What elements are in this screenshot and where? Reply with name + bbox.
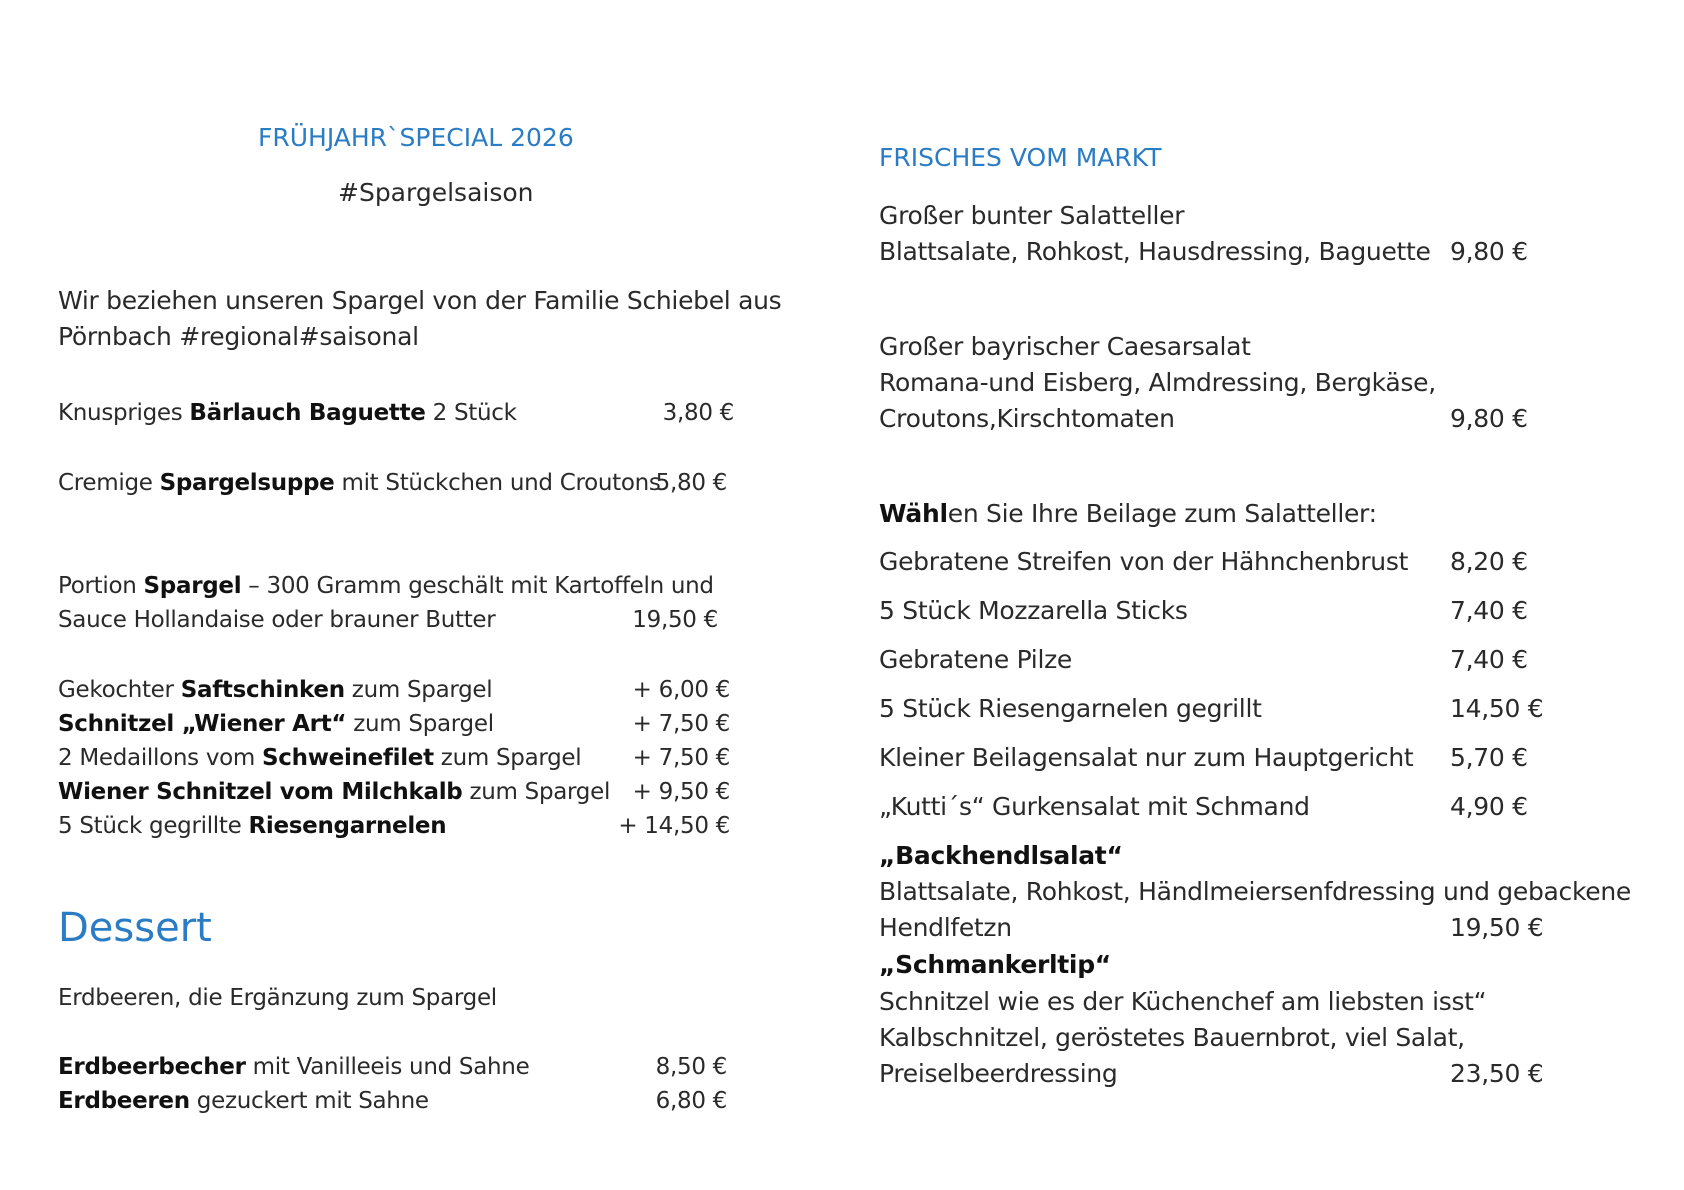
price-erdbeerbecher: 8,50 € xyxy=(655,1054,727,1080)
schmankerl-description-line3: Preiselbeerdressing xyxy=(879,1059,1118,1088)
menu-item-saftschinken: Gekochter Saftschinken zum Spargel xyxy=(58,677,493,703)
menu-item-portion-spargel-line2: Sauce Hollandaise oder brauner Butter xyxy=(58,607,496,633)
beilage-mozzarella: 5 Stück Mozzarella Sticks xyxy=(879,596,1188,625)
price-riesengarnelen: + 14,50 € xyxy=(618,813,730,839)
beilage-beilagensalat: Kleiner Beilagensalat nur zum Hauptgericht xyxy=(879,743,1414,772)
salat1-price: 9,80 € xyxy=(1450,237,1528,266)
salat2-price: 9,80 € xyxy=(1450,404,1528,433)
price-milchkalb: + 9,50 € xyxy=(632,779,730,805)
price-beilagensalat: 5,70 € xyxy=(1450,743,1528,772)
price-garnelen: 14,50 € xyxy=(1450,694,1544,723)
market-title: FRISCHES VOM MARKT xyxy=(879,143,1162,172)
beilage-gurkensalat: „Kutti´s“ Gurkensalat mit Schmand xyxy=(879,792,1310,821)
beilage-heading: Wählen Sie Ihre Beilage zum Salatteller: xyxy=(879,499,1377,528)
dessert-item-erdbeerbecher: Erdbeerbecher mit Vanilleeis und Sahne xyxy=(58,1054,530,1080)
price-schnitzel-wiener-art: + 7,50 € xyxy=(632,711,730,737)
menu-item-riesengarnelen: 5 Stück gegrillte Riesengarnelen xyxy=(58,813,447,839)
hashtag-subtitle: #Spargelsaison xyxy=(338,178,534,207)
price-gurkensalat: 4,90 € xyxy=(1450,792,1528,821)
intro-text-line1: Wir beziehen unseren Spargel von der Familie Schiebel aus xyxy=(58,286,782,315)
schmankerl-title: „Schmankerltip“ xyxy=(879,950,1111,979)
price-erdbeeren: 6,80 € xyxy=(655,1088,727,1114)
price-baerlauch-baguette: 3,80 € xyxy=(662,400,734,426)
schmankerl-description-line2: Kalbschnitzel, geröstetes Bauernbrot, viel Salat, xyxy=(879,1023,1465,1052)
price-portion-spargel: 19,50 € xyxy=(632,607,718,633)
menu-item-schweinefilet: 2 Medaillons vom Schweinefilet zum Spargel xyxy=(58,745,582,771)
backhendl-description-line2: Hendlfetzn xyxy=(879,913,1012,942)
salat2-description-line2: Croutons,Kirschtomaten xyxy=(879,404,1175,433)
beilage-pilze: Gebratene Pilze xyxy=(879,645,1072,674)
menu-item-baerlauch-baguette: Knuspriges Bärlauch Baguette 2 Stück xyxy=(58,400,517,426)
backhendl-description-line1: Blattsalate, Rohkost, Händlmeiersenfdressing und gebackene xyxy=(879,877,1631,906)
dessert-heading: Dessert xyxy=(58,905,212,951)
dessert-intro: Erdbeeren, die Ergänzung zum Spargel xyxy=(58,985,497,1011)
schmankerl-description-line1: Schnitzel wie es der Küchenchef am liebsten isst“ xyxy=(879,987,1487,1016)
price-schweinefilet: + 7,50 € xyxy=(632,745,730,771)
menu-item-schnitzel-wiener-art: Schnitzel „Wiener Art“ zum Spargel xyxy=(58,711,494,737)
dessert-item-erdbeeren: Erdbeeren gezuckert mit Sahne xyxy=(58,1088,429,1114)
schmankerl-price: 23,50 € xyxy=(1450,1059,1544,1088)
salat1-description: Blattsalate, Rohkost, Hausdressing, Baguette xyxy=(879,237,1431,266)
price-spargelsuppe: 5,80 € xyxy=(655,470,727,496)
backhendl-title: „Backhendlsalat“ xyxy=(879,841,1123,870)
menu-item-spargelsuppe: Cremige Spargelsuppe mit Stückchen und Croutons xyxy=(58,470,661,496)
menu-item-portion-spargel: Portion Spargel – 300 Gramm geschält mit Kartoffeln und xyxy=(58,573,714,599)
salat2-name: Großer bayrischer Caesarsalat xyxy=(879,332,1251,361)
backhendl-price: 19,50 € xyxy=(1450,913,1544,942)
intro-text-line2: Pörnbach #regional#saisonal xyxy=(58,322,419,351)
salat1-name: Großer bunter Salatteller xyxy=(879,201,1185,230)
beilage-garnelen: 5 Stück Riesengarnelen gegrillt xyxy=(879,694,1262,723)
menu-item-milchkalb: Wiener Schnitzel vom Milchkalb zum Spargel xyxy=(58,779,611,805)
beilage-haehnchen: Gebratene Streifen von der Hähnchenbrust xyxy=(879,547,1409,576)
special-title: FRÜHJAHR`SPECIAL 2026 xyxy=(258,123,574,152)
price-haehnchen: 8,20 € xyxy=(1450,547,1528,576)
price-pilze: 7,40 € xyxy=(1450,645,1528,674)
price-mozzarella: 7,40 € xyxy=(1450,596,1528,625)
price-saftschinken: + 6,00 € xyxy=(632,677,730,703)
salat2-description-line1: Romana-und Eisberg, Almdressing, Bergkäse, xyxy=(879,368,1436,397)
